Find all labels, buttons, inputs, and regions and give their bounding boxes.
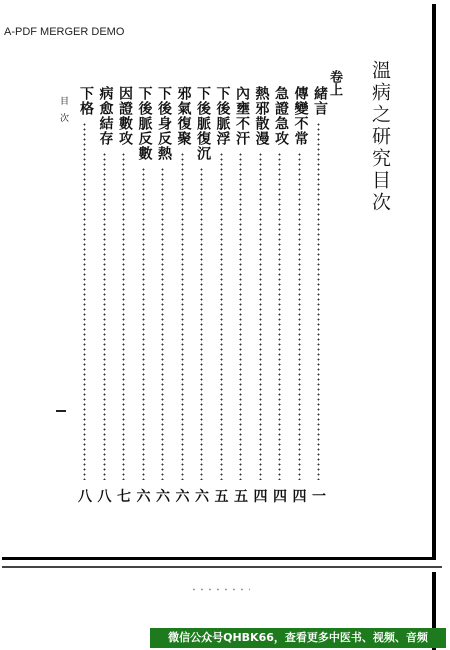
toc-leader-dots: [317, 122, 320, 480]
toc-entry-label: 病愈結存: [97, 86, 114, 146]
toc-entry-label: 內壅不汗: [234, 86, 250, 146]
toc-entry-label: 下後脈反數: [136, 86, 153, 161]
margin-label: 目次: [58, 96, 68, 130]
toc-leader-dots: [142, 167, 145, 480]
toc-leader-dots: [200, 167, 203, 480]
toc-entry-label: 邪氣復聚: [175, 86, 192, 146]
toc-entry: [271, 86, 289, 506]
toc-entry: [310, 86, 328, 506]
toc-entry-label: 傳變不常: [292, 86, 309, 146]
toc-leader-dots: [220, 152, 223, 480]
toc-entry: [154, 86, 172, 506]
toc-entry: [135, 86, 153, 506]
toc-entry-page: 四: [292, 489, 307, 505]
toc-entry-page: 六: [136, 489, 151, 505]
faint-marks: [190, 588, 250, 591]
volume-label: 卷上: [327, 70, 342, 96]
toc-entry: [252, 86, 270, 506]
toc-entry-page: 八: [78, 489, 92, 505]
toc-entry-label: 下後脈復沉: [195, 86, 211, 161]
toc-entry-label: 下後脈浮: [214, 86, 231, 146]
toc-leader-dots: [239, 152, 242, 480]
toc-entry-label: 緒言: [312, 86, 328, 116]
toc-entry: [115, 86, 133, 506]
toc-leader-dots: [298, 152, 301, 480]
toc-leader-dots: [83, 122, 86, 480]
pdf-watermark: A-PDF MERGER DEMO: [4, 26, 125, 38]
toc-entry-label: 因證數攻: [117, 86, 133, 146]
wechat-banner[interactable]: 微信公众号QHBK66，查看更多中医书、视频、音频: [150, 628, 446, 648]
toc-entry-page: 五: [214, 489, 229, 505]
toc-entry-page: 四: [253, 489, 268, 505]
toc-leader-dots: [181, 152, 184, 480]
toc-entry: [96, 86, 114, 506]
toc-entry-label: 熱邪散漫: [253, 86, 270, 146]
toc-entry-label: 下格: [78, 86, 94, 116]
toc-leader-dots: [161, 167, 164, 480]
toc-entry: [193, 86, 211, 506]
toc-entry-page: 六: [175, 489, 190, 505]
toc-entry-label: 下後身反熱: [156, 86, 172, 161]
toc-entry-label: 急證急攻: [273, 86, 289, 146]
margin-page-number: [56, 410, 66, 412]
toc-entry: [232, 86, 250, 506]
book-title: 溫病之研究目次: [369, 60, 391, 214]
toc-entry-page: 六: [156, 489, 170, 505]
toc-entry-page: 一: [312, 489, 326, 505]
toc-entry-page: 六: [195, 489, 209, 505]
toc-entry: [76, 86, 94, 506]
toc-entry-page: 八: [97, 489, 112, 505]
toc-entry-page: 四: [273, 489, 287, 505]
toc-leader-dots: [122, 152, 125, 480]
toc-entry: [291, 86, 309, 506]
toc-leader-dots: [259, 152, 262, 480]
toc-leader-dots: [278, 152, 281, 480]
toc-entry-page: 七: [117, 489, 131, 505]
toc-entry-page: 五: [234, 489, 248, 505]
toc-leader-dots: [103, 152, 106, 480]
page-divider: [2, 566, 442, 568]
toc-entry: [174, 86, 192, 506]
toc-entry: [213, 86, 231, 506]
